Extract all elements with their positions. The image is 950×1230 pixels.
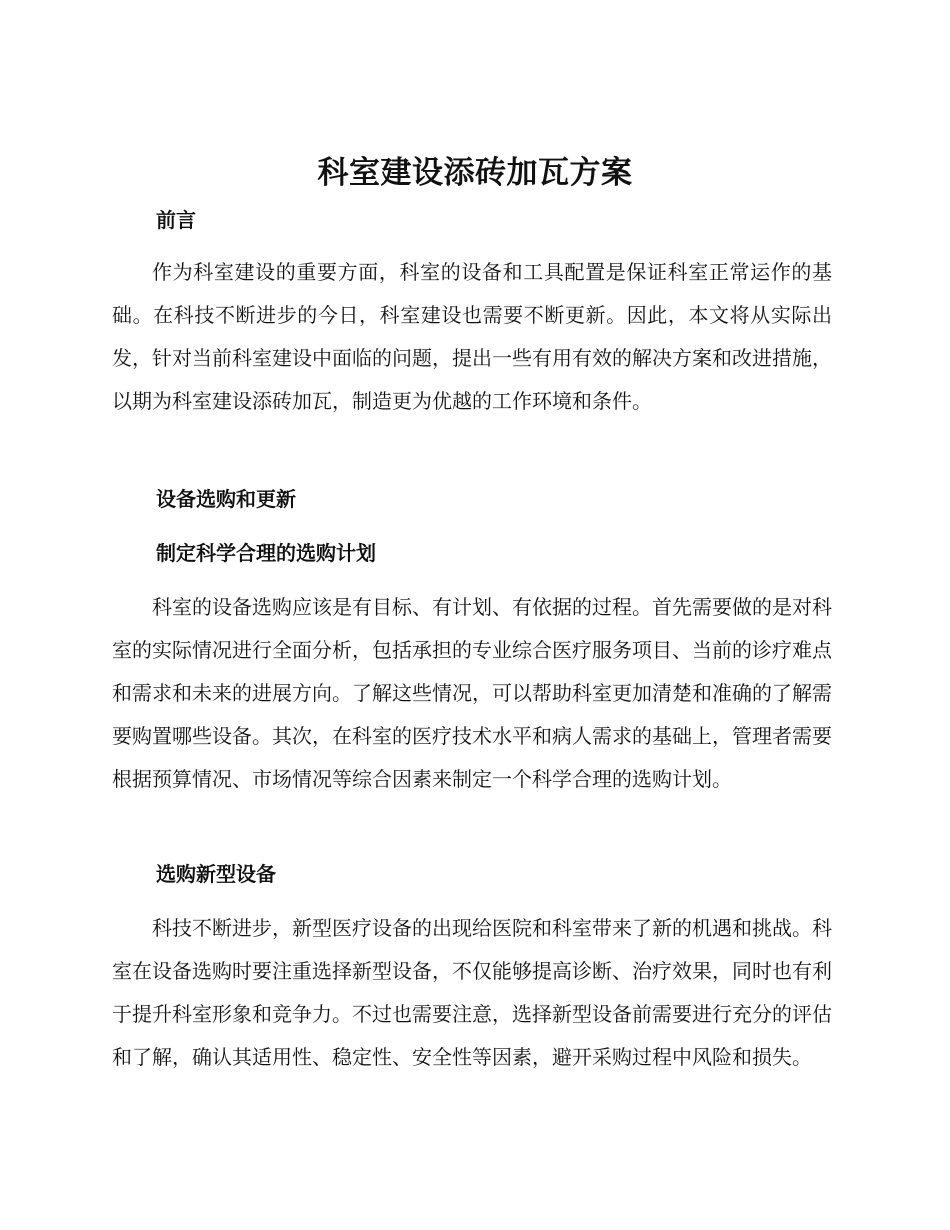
paragraph-new-equipment: 科技不断进步，新型医疗设备的出现给医院和科室带来了新的机遇和挑战。科室在设备选购时要注重选择新型设备，不仅能够提高诊断、治疗效果，同时也有利于提升科室形象和竞争力。不过也需要注意，选择新型设备前需要进行充分的评估和了解，确认其适用性、稳定性、安全性等因素，避开采购过程中风险和损失。 <box>112 916 832 1069</box>
subsection-heading-plan: 制定科学合理的选购计划 <box>156 541 376 565</box>
section-heading-preface: 前言 <box>156 208 196 232</box>
paragraph-preface: 作为科室建设的重要方面，科室的设备和工具配置是保证科室正常运作的基础。在科技不断进步的今日，科室建设也需要不断更新。因此，本文将从实际出发，针对当前科室建设中面临的问题，提出一些有用有效的解决方案和改进措施，以期为科室建设添砖加瓦，制造更为优越的工作环境和条件。 <box>112 260 832 413</box>
paragraph-plan: 科室的设备选购应该是有目标、有计划、有依据的过程。首先需要做的是对科室的实际情况进行全面分析，包括承担的专业综合医疗服务项目、当前的诊疗难点和需求和未来的进展方向。了解这些情况，可以帮助科室更加清楚和准确的了解需要购置哪些设备。其次，在科室的医疗技术水平和病人需求的基础上，管理者需要根据预算情况、市场情况等综合因素来制定一个科学合理的选购计划。 <box>112 595 832 791</box>
document-title: 科室建设添砖加瓦方案 <box>317 155 633 191</box>
subsection-heading-new-equipment: 选购新型设备 <box>156 862 276 886</box>
section-heading-equipment: 设备选购和更新 <box>156 487 296 511</box>
